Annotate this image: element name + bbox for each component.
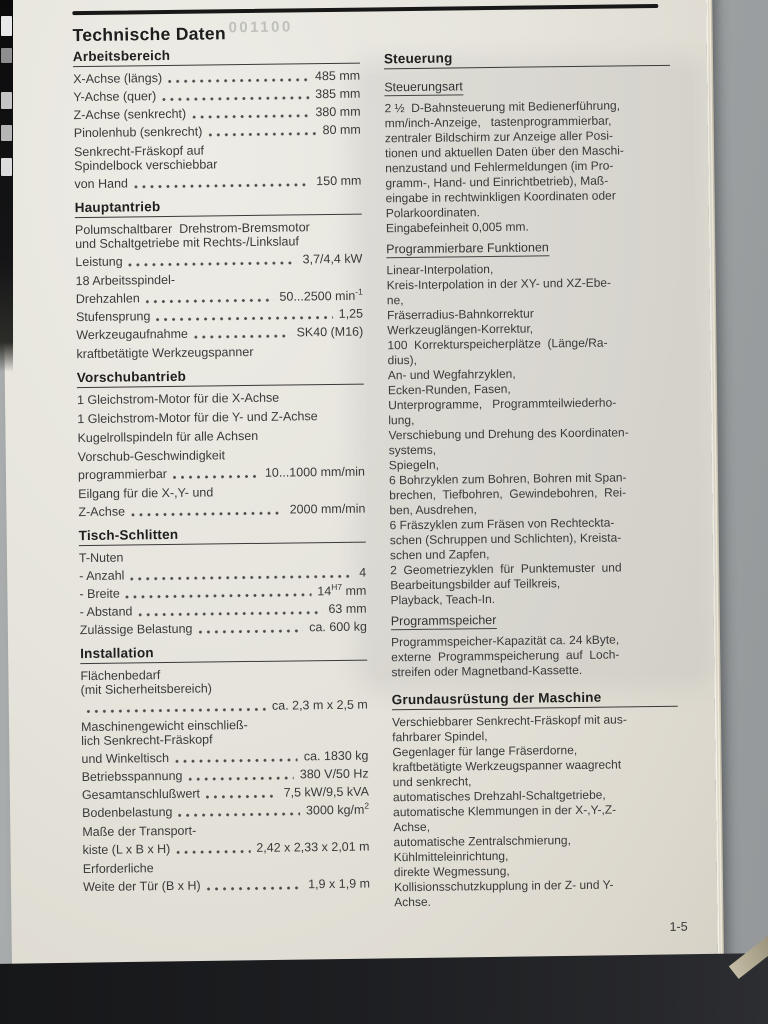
text-line: Kreis-Interpolation in der XY- und XZ-Ebe- (386, 275, 612, 293)
subsection-heading: Steuerungsart (384, 79, 463, 95)
text-line: Flächenbedarf (80, 668, 161, 684)
text-line: 18 Arbeitsspindel- (75, 272, 176, 289)
text-line: T-Nuten (78, 550, 124, 566)
binder-tab (1, 48, 12, 63)
section-heading: Grundausrüstung der Maschine (392, 689, 678, 710)
spec-row (82, 767, 369, 785)
spec-row (74, 123, 361, 141)
subsection-heading: Programmierbare Funktionen (386, 240, 549, 257)
spec-label: - Breite (79, 586, 120, 602)
text-line: 1 Gleichstrom-Motor für die Y- und Z-Achse (77, 409, 318, 427)
spec-value: 1,9 x 1,9 m (308, 876, 371, 892)
binder-tab (1, 125, 12, 141)
text-line: Programmspeicher-Kapazität ca. 24 kByte, (390, 632, 620, 650)
spec-row (78, 502, 365, 520)
text-line: Linear-Interpolation, (386, 261, 494, 278)
spec-value: ca. 600 kg (309, 619, 367, 635)
section-heading: Vorschubantrieb (77, 367, 364, 389)
text-line: Polarkoordinaten. (385, 205, 480, 221)
subsection-heading: Programmspeicher (390, 612, 497, 629)
text-line: 1 Gleichstrom-Motor für die X-Achse (76, 390, 280, 408)
spec-value: $14^{H7}$ mm (317, 581, 367, 599)
desk-surface (0, 953, 768, 1024)
text-line: mm/inch-Anzeige, tastenprogrammierbar, (384, 113, 612, 131)
text-line: nenzustand und Fehlermeldungen (im Pro- (385, 158, 614, 176)
spec-value: SK40 (M16) (296, 324, 364, 340)
text-line: Unterprogramme, Programmteilwiederho- (388, 395, 617, 413)
spec-value: 380 mm (315, 104, 361, 120)
spec-row (74, 174, 361, 192)
spec-value: 63 mm (328, 601, 367, 617)
dot-leader (188, 776, 293, 780)
right-column (384, 48, 681, 931)
text-line: und senkrecht, (392, 774, 472, 790)
spec-section (73, 46, 362, 191)
text-line: Kühlmitteleinrichtung, (393, 848, 509, 865)
text-line: Kugelrollspindeln für alle Achsen (77, 428, 259, 446)
text-line: Maße der Transport- (82, 823, 197, 840)
text-line: Polumschaltbarer Drehstrom-Bremsmotor (74, 220, 310, 238)
dot-leader (129, 261, 297, 266)
text-line: automatisches Drehzahl-Schaltgetriebe, (392, 787, 606, 805)
dot-leader (173, 475, 259, 479)
text-line: 2 ½ D-Bahnsteuerung mit Bedienerführung, (384, 98, 621, 116)
spec-value: ca. 1830 kg (303, 748, 369, 764)
text-line: streifen oder Magnetband-Kassette. (391, 662, 583, 680)
spec-value: 485 mm (314, 68, 361, 84)
spec-value: 2,42 x 2,33 x 2,01 m (256, 839, 370, 855)
text-line: Achse, (393, 819, 431, 835)
spec-value: ca. 2,3 m x 2,5 m (271, 697, 368, 713)
spec-value: 4 (359, 565, 367, 580)
dot-leader (131, 512, 284, 517)
spec-row (75, 252, 362, 270)
spec-label: Bodenbelastung (82, 804, 173, 821)
spec-row (73, 69, 360, 87)
dot-leader (208, 132, 316, 136)
text-line: Bearbeitungsbilder auf Teilkreis, (390, 576, 561, 593)
subheading-wrap (391, 605, 677, 635)
left-column (73, 46, 370, 894)
dot-leader (178, 812, 300, 816)
spec-value: 385 mm (315, 86, 361, 102)
spec-label: X-Achse (längs) (73, 71, 163, 87)
dot-leader (87, 708, 266, 713)
spec-row (82, 840, 369, 858)
spec-section (79, 525, 367, 637)
spec-row (82, 785, 369, 803)
spec-value: 80 mm (322, 122, 361, 138)
binder-tab (1, 16, 12, 36)
spec-label: Zulässige Belastung (79, 621, 193, 638)
subheading-wrap (384, 71, 670, 101)
text-line: lich Senkrecht-Fräskopf (81, 732, 213, 749)
text-line: Fräserradius-Bahnkorrektur (386, 306, 534, 323)
text-line: kraftbetätigte Werkzeugspanner (76, 344, 254, 362)
dot-leader (146, 299, 274, 304)
dot-leader (206, 795, 278, 799)
text-block (386, 233, 677, 608)
text-line: ben, Ausdrehen, (389, 502, 477, 518)
text-line: Spiegeln, (388, 457, 440, 473)
dot-leader (175, 758, 298, 763)
section-heading: Installation (80, 643, 367, 665)
text-line: 6 Bohrzyklen zum Bohren, Bohren mit Span- (388, 470, 627, 488)
spec-label: Drehzahlen (75, 291, 140, 307)
text-line: dius), (387, 352, 418, 368)
dot-leader (130, 575, 353, 581)
text-line: externe Programmspeicherung auf Loch- (391, 647, 620, 665)
section-heading: Hauptantrieb (75, 197, 362, 219)
spec-row (73, 87, 360, 105)
text-line: direkte Wegmessung, (393, 863, 510, 880)
text-line: automatische Zentralschmierung, (393, 833, 571, 850)
text-block (392, 712, 680, 910)
page-title: Technische Daten (72, 23, 226, 46)
text-line: 2 Geometriezyklen für Punktemuster und (390, 560, 622, 578)
text-line: Werkzeuglängen-Korrektur, (387, 321, 534, 338)
dot-leader (207, 886, 303, 890)
dot-leader (168, 78, 309, 83)
dot-leader (156, 316, 332, 321)
spec-label: Pinolenhub (senkrecht) (73, 124, 203, 141)
spec-value: 3000 $kg/m^2$ (305, 800, 370, 818)
text-line: Playback, Teach-In. (390, 591, 496, 608)
text-line: Kollisionsschutzkupplung in der Z- und Y- (393, 877, 614, 895)
text-line: ne, (386, 293, 404, 308)
text-line: gramm-, Hand- und Einrichtbetrieb), Maß- (385, 173, 609, 191)
spec-label: Gesamtanschlußwert (81, 786, 201, 803)
text-line: Eingabefeinheit 0,005 mm. (385, 219, 529, 236)
text-line: Achse. (394, 894, 431, 910)
dot-leader (162, 96, 309, 101)
text-line: schen und Zapfen, (389, 547, 490, 563)
text-line: kraftbetätigte Werkzeugspanner waagrecht (392, 757, 622, 775)
spec-row (79, 581, 367, 602)
page-number: 1-5 (669, 919, 688, 934)
spec-section (77, 367, 366, 519)
spec-label: Z-Achse (78, 504, 126, 520)
section-heading: Arbeitsbereich (73, 46, 360, 68)
spec-row (80, 602, 367, 620)
text-line: Gegenlager für lange Fräserdorne, (392, 743, 578, 760)
spec-row (80, 620, 367, 638)
spec-label: Z-Achse (senkrecht) (73, 106, 187, 123)
text-line: systems, (388, 442, 437, 458)
binder-tab (1, 158, 12, 176)
dot-leader (194, 334, 291, 338)
spec-row (81, 698, 368, 716)
text-line: Verschiebbarer Senkrecht-Fräskopf mit aus- (391, 712, 627, 730)
spec-value: 3,7/4,4 kW (302, 251, 363, 267)
text-line: Senkrecht-Fräskopf auf (73, 143, 205, 160)
text-line: 6 Fräszyklen zum Fräsen von Rechteckta- (389, 515, 615, 533)
header-rule (72, 4, 658, 15)
dot-leader (139, 611, 323, 616)
spec-row (78, 465, 365, 483)
spec-label: kiste (L x B x H) (82, 841, 171, 858)
spec-row (76, 307, 363, 325)
text-line: automatische Klemmungen in der X-,Y-,Z- (393, 802, 617, 820)
subheading-wrap (386, 233, 672, 263)
spec-row (79, 566, 366, 584)
text-line: Verschiebung und Drehung des Koordinaten- (388, 425, 629, 443)
text-line: Spindelbock verschiebbar (74, 157, 218, 174)
spec-row (75, 286, 363, 307)
dot-leader (176, 850, 250, 854)
spec-value: 10...1000 mm/min (264, 464, 366, 480)
spec-value: 380 V/50 Hz (299, 766, 369, 782)
spec-value: 7,5 kW/9,5 kVA (283, 784, 369, 800)
section-heading: Tisch-Schlitten (79, 525, 366, 547)
text-line: brechen, Tiefbohren, Gewindebohren, Rei- (389, 485, 627, 503)
spec-label: programmierbar (77, 466, 167, 483)
spec-row (82, 800, 370, 821)
binder-tab (1, 92, 12, 109)
text-line: Erforderliche (82, 861, 154, 877)
text-line: zentraler Bildschirm zur Anzeige aller Posi- (384, 128, 614, 146)
text-line: schen (Schruppen und Schlichten), Kreista- (389, 530, 622, 548)
text-line: und Schaltgetriebe mit Rechts-/Linkslauf (75, 234, 299, 252)
text-line: Maschinengewicht einschließ- (80, 718, 248, 735)
text-block (384, 71, 672, 236)
watermark-stamp: 001100 (228, 18, 293, 37)
spec-label: - Anzahl (79, 568, 125, 584)
spec-section (80, 643, 370, 894)
spec-label: Weite der Tür (B x H) (82, 878, 201, 895)
spec-label: Stufensprung (75, 309, 151, 325)
spec-row (76, 325, 363, 343)
spec-section (392, 689, 681, 910)
dot-leader (134, 183, 310, 188)
spec-label: Betriebsspannung (81, 768, 183, 785)
text-line: eingabe in rechtwinkligen Koordinaten oder (385, 188, 616, 206)
spec-label: Y-Achse (quer) (73, 89, 157, 105)
spec-value: 150 mm (316, 173, 362, 189)
binder-edge (0, 0, 13, 372)
spec-row (83, 877, 370, 895)
spec-section (384, 48, 678, 680)
spec-label: von Hand (74, 176, 129, 192)
text-line: lung, (388, 412, 415, 428)
text-line: tionen und aktuellen Daten über den Maschi- (384, 143, 624, 161)
text-line: Ecken-Runden, Fasen, (387, 381, 511, 398)
spec-value: 50...2500 $\min^{-1}$ (279, 286, 363, 304)
section-heading: Steuerung (384, 48, 670, 69)
spec-label: Leistung (75, 254, 123, 270)
spec-section (75, 197, 364, 361)
spec-row (73, 105, 360, 123)
spec-label: und Winkeltisch (81, 750, 170, 767)
dot-leader (126, 593, 312, 598)
text-block (391, 605, 678, 680)
text-line: 100 Korrekturspeicherplätze (Länge/Ra- (387, 335, 608, 353)
spec-value: 2000 mm/min (289, 501, 366, 517)
text-line: An- und Wegfahrzyklen, (387, 366, 516, 383)
spec-value: 1,25 (338, 306, 364, 321)
dot-leader (198, 629, 303, 633)
spec-label: Werkzeugaufnahme (76, 326, 188, 343)
text-line: Eilgang für die X-,Y- und (78, 485, 214, 502)
spec-row (81, 749, 368, 767)
text-line: (mit Sicherheitsbereich) (80, 681, 212, 698)
text-line: Vorschub-Geschwindigkeit (77, 448, 226, 465)
dot-leader (192, 114, 309, 118)
spec-label: - Abstand (79, 604, 133, 620)
text-line: fahrbarer Spindel, (392, 729, 488, 745)
